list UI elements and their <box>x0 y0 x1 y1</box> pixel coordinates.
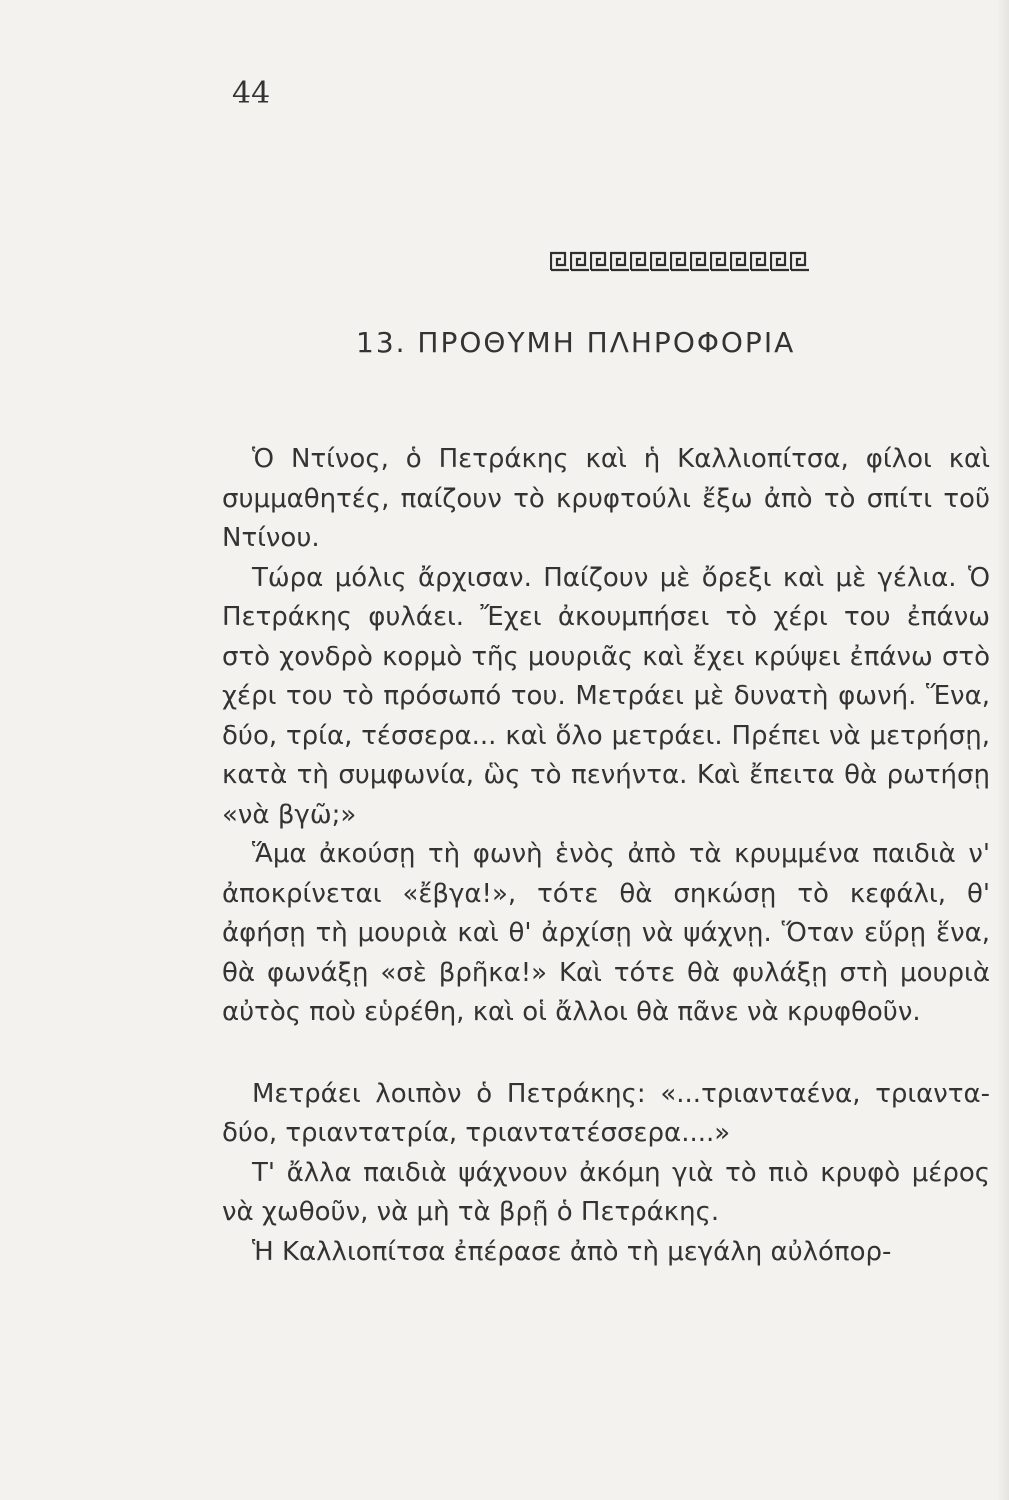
greek-key-ornament <box>550 250 810 272</box>
paragraph-5: Τ' ἄλλα παιδιὰ ψάχνουν ἀκόμη γιὰ τὸ πιὸ κρυφὸ μέρος νὰ χωθοῦν, νὰ μὴ τὰ βρῇ ὁ Πετράκης. <box>222 1157 990 1227</box>
paragraph-2: Τώρα μόλις ἄρχισαν. Παίζουν μὲ ὄρεξι καὶ μὲ γέλια. Ὁ Πετράκης φυλάει. Ἔχει ἀκουμπήσει τὸ χέρι του ἐπάνω στὸ χονδρὸ κορμὸ τῆς μουριᾶς καὶ ἔχει κρύψει ἐπάνω στὸ χέρι του τὸ πρόσωπό του. Μετράει μὲ δυνατὴ φωνή. Ἕνα, δύο, τρία, τέσσερα... καὶ ὅλο μετράει. Πρέπει νὰ μετρήσῃ, κατὰ τὴ συμφωνία, ὣς τὸ πενήντα. Καὶ ἔπειτα θὰ ρωτήσῃ «νὰ βγῶ;» <box>222 562 990 830</box>
body-text <box>222 440 990 1272</box>
chapter-title: 13. ΠΡΟΘΥΜΗ ΠΛΗΡΟΦΟΡΙΑ <box>356 326 796 359</box>
paragraph-4: Μετράει λοιπὸν ὁ Πετράκης: «...τριανταένα, τριανταδύο, τριαντατρία, τριαντατέσσερα....» <box>222 1078 990 1148</box>
page-number: 44 <box>232 76 271 111</box>
paragraph-1: Ὁ Ντίνος, ὁ Πετράκης καὶ ἡ Καλλιοπίτσα, φίλοι καὶ συμμαθητές, παίζουν τὸ κρυφτούλι ἔξω ἀπὸ τὸ σπίτι τοῦ Ντίνου. <box>222 444 990 553</box>
paragraph-6: Ἡ Καλλιοπίτσα ἐπέρασε ἀπὸ τὴ μεγάλη αὐλόπορ- <box>252 1236 892 1267</box>
paragraph-3: Ἅμα ἀκούσῃ τὴ φωνὴ ἑνὸς ἀπὸ τὰ κρυμμένα παιδιὰ ν' ἀποκρίνεται «ἔβγα!», τότε θὰ σηκώσῃ τὸ κεφάλι, θ' ἀφήσῃ τὴ μουριὰ καὶ θ' ἀρχίσῃ νὰ ψάχνῃ. Ὅταν εὕρῃ ἕνα, θὰ φωνάξῃ «σὲ βρῆκα!» Καὶ τότε θὰ φυλάξῃ στὴ μουριὰ αὐτὸς ποὺ εὑρέθη, καὶ οἱ ἄλλοι θὰ πᾶνε νὰ κρυφθοῦν. <box>222 839 990 1027</box>
